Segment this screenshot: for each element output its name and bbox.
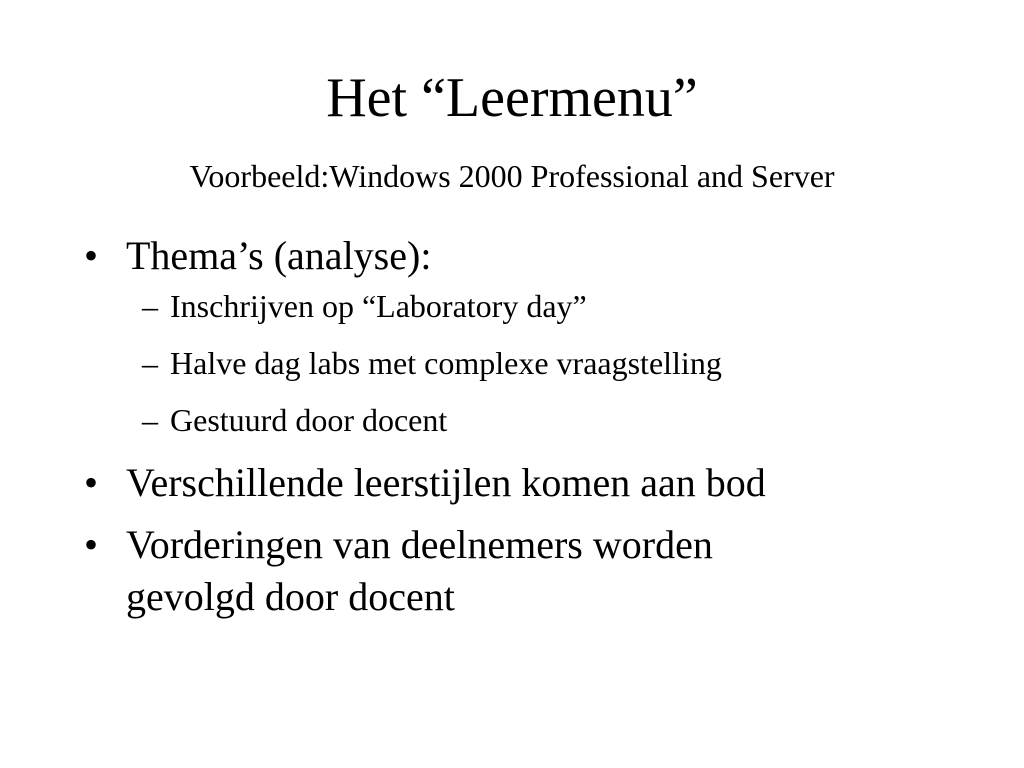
sub-item-text: Inschrijven op “Laboratory day” (170, 288, 587, 324)
slide-title: Het “Leermenu” (326, 67, 698, 129)
dash-marker: – (142, 345, 158, 381)
sub-item-halve-dag (84, 343, 964, 383)
sub-item-inschrijven (84, 286, 964, 326)
bullet-text-line-1: Vorderingen van deelnemers worden (126, 522, 713, 567)
bullet-marker: • (84, 460, 99, 505)
slide-subtitle: Voorbeeld:Windows 2000 Professional and Server (189, 158, 835, 194)
bullet-item-vorderingen (84, 519, 964, 623)
bullet-text-line-2: gevolgd door docent (126, 574, 455, 619)
sub-list (84, 286, 964, 440)
sub-item-text: Halve dag labs met complexe vraagstelling (170, 345, 722, 381)
dash-marker: – (142, 288, 158, 324)
bullet-item-themas (84, 230, 964, 282)
bullet-marker: • (84, 233, 99, 278)
bullet-marker: • (84, 522, 99, 567)
bullet-item-leerstijlen (84, 457, 964, 509)
sub-item-text: Gestuurd door docent (170, 402, 448, 438)
title-block (0, 62, 1024, 196)
dash-marker: – (142, 402, 158, 438)
bullet-text: Verschillende leerstijlen komen aan bod (126, 460, 766, 505)
bullet-list (84, 230, 964, 623)
sub-item-gestuurd (84, 400, 964, 440)
bullet-text: Thema’s (analyse): (126, 233, 432, 278)
